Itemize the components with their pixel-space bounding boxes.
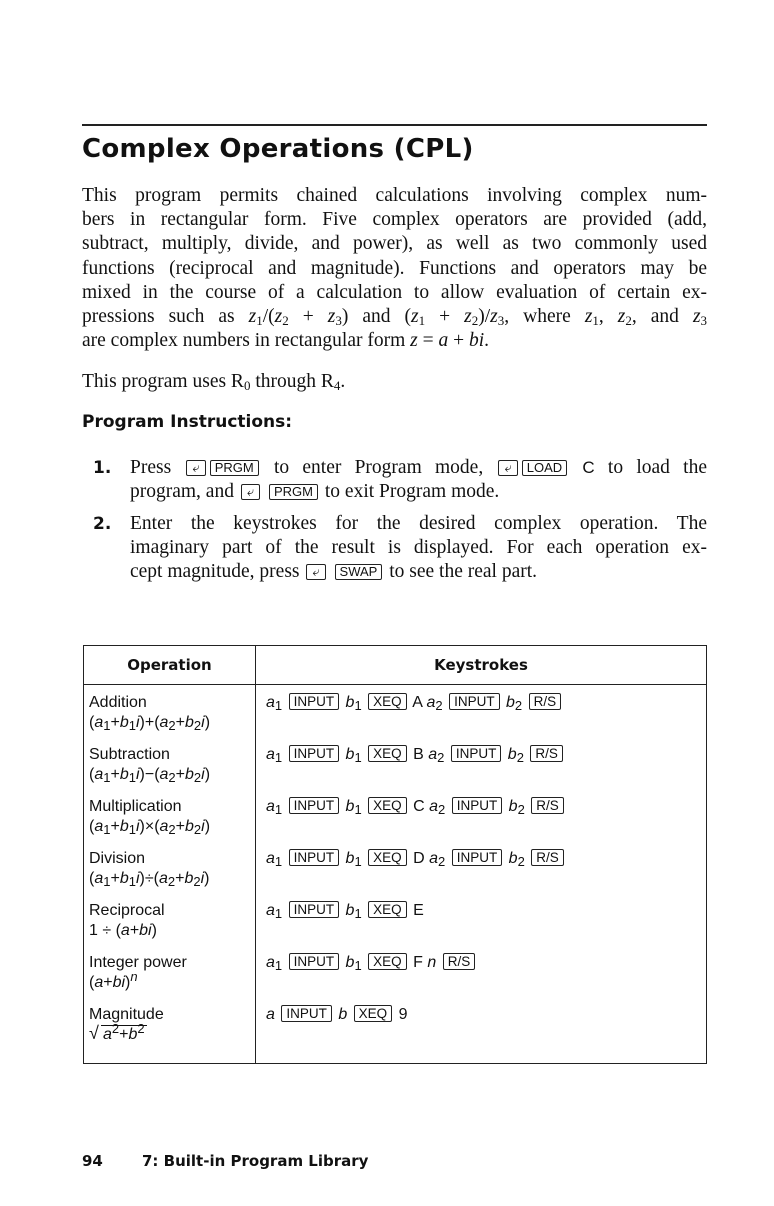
table-row bbox=[84, 685, 707, 746]
operation-formula: $(a+bi)^n$ bbox=[89, 969, 138, 991]
page-title: Complex Operations (CPL) bbox=[82, 134, 474, 164]
keystroke-sequence: $a_1$ INPUT $b_1$ XEQ D $a_2$ INPUT $b_2$ R/S bbox=[256, 849, 707, 901]
table-row bbox=[84, 953, 707, 1005]
top-rule bbox=[82, 124, 707, 126]
operation-formula: 1 ÷ (a+bi) bbox=[89, 922, 157, 939]
shift-key-icon: ⤶ bbox=[306, 564, 325, 580]
swap-key: SWAP bbox=[335, 564, 383, 580]
operations-table bbox=[83, 645, 707, 1064]
prgm-key: PRGM bbox=[269, 484, 318, 500]
intro-line-math: pressions such as $z_1/(z_2 + z_3)$ and $(z_1 + z_2)/z_3$, where $z_1$, $z_2$, and $z_3$ bbox=[82, 305, 708, 328]
operation-name: Multiplication bbox=[89, 798, 182, 815]
intro-line: functions (reciprocal and magnitude). Functions and operators may be bbox=[82, 257, 707, 279]
keystroke-sequence: $a_1$ INPUT $b_1$ XEQ B $a_2$ INPUT $b_2$ R/S bbox=[256, 745, 707, 797]
keystroke-sequence: $a_1$ INPUT $b_1$ XEQ C $a_2$ INPUT $b_2$ R/S bbox=[256, 797, 707, 849]
step-number: 2. bbox=[93, 514, 112, 534]
keystroke-sequence: $a_1$ INPUT $b_1$ XEQ F n R/S bbox=[256, 953, 707, 1005]
load-key: LOAD bbox=[522, 460, 567, 476]
operation-formula: $(a_1+b_1i)-(a_2+b_2i)$ bbox=[89, 766, 211, 785]
chapter-title: 7: Built-in Program Library bbox=[142, 1152, 369, 1170]
table-row bbox=[84, 901, 707, 953]
table-row bbox=[84, 1005, 707, 1064]
table-row bbox=[84, 745, 707, 797]
table-row bbox=[84, 797, 707, 849]
keystroke-sequence: a INPUT b XEQ 9 bbox=[266, 1006, 408, 1023]
intro-line: This program permits chained calculations involving complex num- bbox=[82, 185, 707, 206]
registers-paragraph: This program uses $R_0$ through $R_4$. bbox=[82, 371, 346, 393]
table-header-row bbox=[84, 646, 707, 685]
operation-formula: $(a_1+b_1i)\div(a_2+b_2i)$ bbox=[89, 870, 210, 889]
table-row bbox=[84, 849, 707, 901]
page-footer bbox=[82, 1152, 368, 1170]
shift-key-icon: ⤶ bbox=[498, 460, 517, 476]
intro-line-math: are complex numbers in rectangular form z = a + bi. bbox=[82, 330, 490, 352]
intro-line: mixed in the course of a calculation to allow evaluation of certain ex- bbox=[82, 281, 707, 303]
prgm-key: PRGM bbox=[210, 460, 259, 476]
shift-key-icon: ⤶ bbox=[186, 460, 205, 476]
operation-name: Reciprocal bbox=[89, 902, 165, 919]
operation-name: Magnitude bbox=[89, 1006, 164, 1023]
column-header-operation: Operation bbox=[84, 646, 256, 685]
operation-name: Division bbox=[89, 850, 146, 867]
shift-key-icon: ⤶ bbox=[241, 484, 260, 500]
column-header-keystrokes: Keystrokes bbox=[256, 646, 707, 685]
keystroke-sequence: $a_1$ INPUT $b_1$ XEQ E bbox=[266, 902, 424, 921]
operation-name: Subtraction bbox=[89, 746, 170, 763]
intro-paragraph bbox=[82, 184, 707, 353]
operation-formula: $(a_1+b_1i)+(a_2+b_2i)$ bbox=[89, 714, 211, 733]
operation-name: Integer power bbox=[89, 954, 187, 971]
step-number: 1. bbox=[93, 458, 112, 478]
keystroke-sequence: $a_1$ INPUT $b_1$ XEQ A $a_2$ INPUT $b_2$ R/S bbox=[256, 685, 707, 746]
section-heading: Program Instructions: bbox=[82, 412, 293, 432]
intro-line: bers in rectangular form. Five complex operators are provided (add, bbox=[82, 209, 707, 231]
operation-formula: √ $a^2+b^2$ bbox=[89, 1021, 145, 1043]
operation-name: Addition bbox=[89, 694, 147, 711]
intro-line: subtract, multiply, divide, and power), as well as two commonly used bbox=[82, 233, 707, 255]
page-number: 94 bbox=[82, 1152, 103, 1170]
operation-formula: $(a_1+b_1i)\times(a_2+b_2i)$ bbox=[89, 818, 211, 837]
